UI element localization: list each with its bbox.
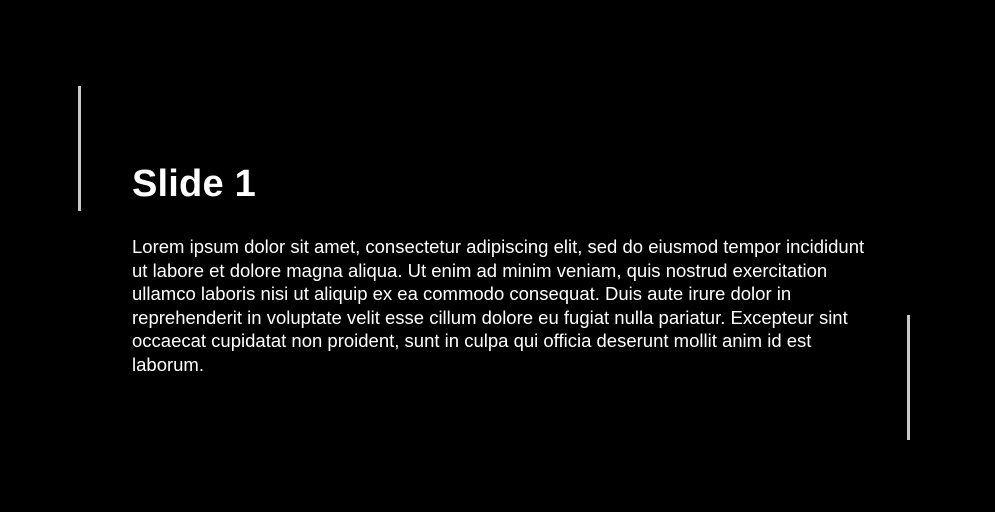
right-accent-line	[907, 315, 910, 440]
slide-body-text: Lorem ipsum dolor sit amet, consectetur adipiscing elit, sed do eiusmod tempor incididunt ut labore et dolore magna aliqua. Ut enim ad minim veniam, quis nostrud exercitation ullamco laboris nisi ut aliquip ex ea commodo consequat. Duis aute irure dolor in reprehenderit in voluptate velit esse cillum dolore eu fugiat nulla pariatur. Excepteur sint occaecat cupidatat non proident, sunt in culpa qui officia deserunt mollit anim id est laborum.	[132, 236, 865, 375]
left-accent-line	[78, 86, 81, 211]
slide-title: Slide 1	[132, 163, 256, 205]
